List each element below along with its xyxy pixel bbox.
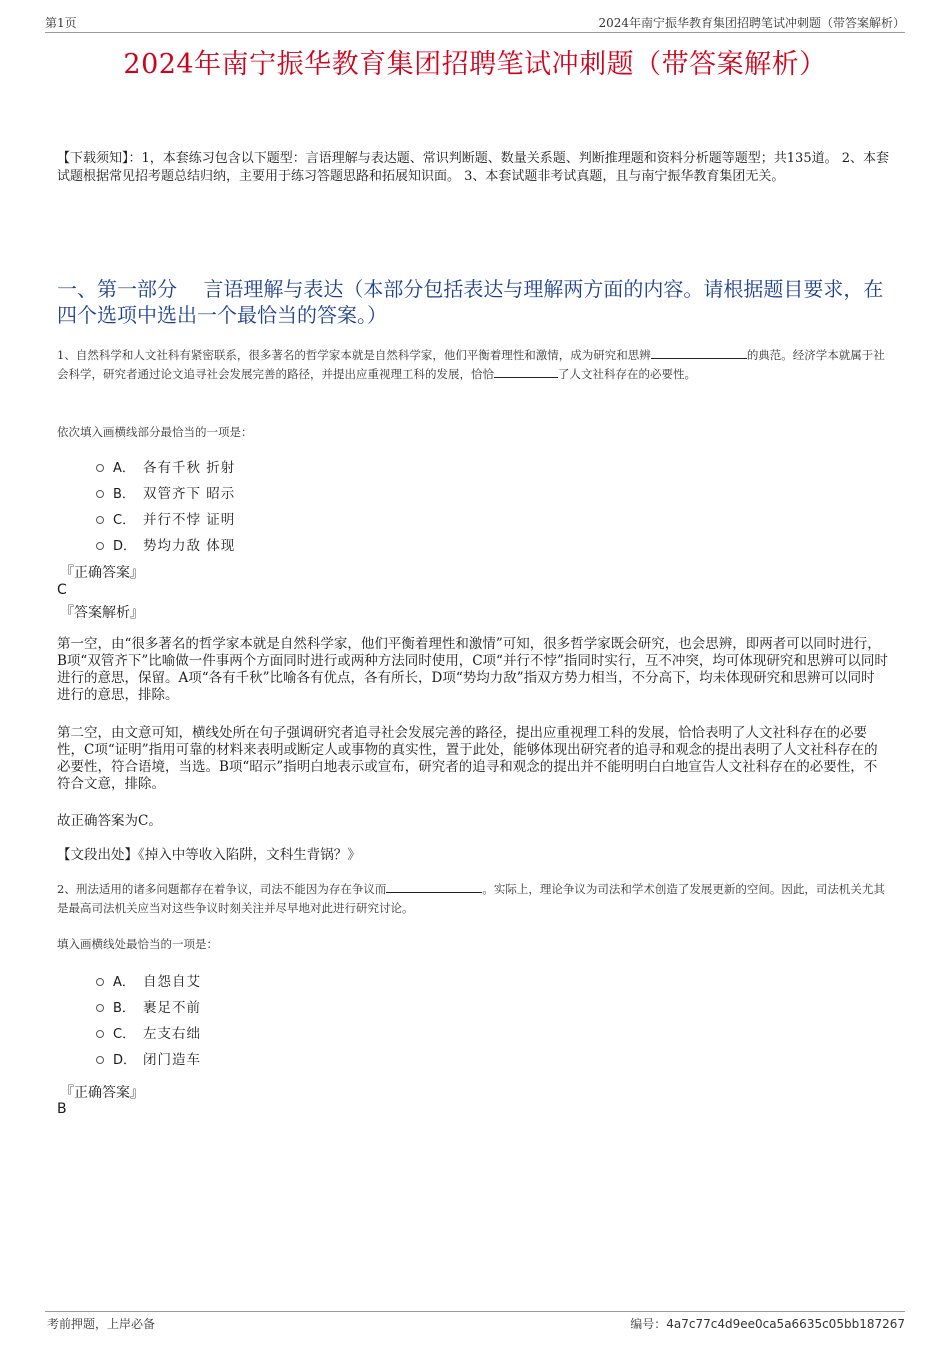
question-2-text: [57, 880, 895, 918]
analysis-paragraph-1: 第一空，由“很多著名的哲学家本就是自然科学家，他们平衡着理性和激情”可知，很多哲学家既会研究，也会思辨，即两者可以同时进行，B项“双管齐下”比喻做一件事两个方面同时进行或两种方法同时使用，C项“并行不悖”指同时实行，互不冲突，均可体现研究和思辨可以同时进行的意思，保留。A项“各有千秋”比喻各有优点，各有所长，D项“势均力敌”指双方势力相当，不分高下，均未体现研究和思辨可以同时进行的意思，排除。: [57, 636, 888, 703]
header-doc-title: 2024年南宁振华教育集团招聘笔试冲刺题（带答案解析）: [598, 16, 905, 30]
option-b[interactable]: B． 双管齐下 昭示: [96, 479, 235, 505]
radio-icon[interactable]: [96, 516, 104, 524]
option-c[interactable]: C． 左支右绌: [96, 1019, 201, 1045]
question-1-text: [57, 346, 895, 384]
fill-blank-1: [651, 346, 747, 359]
answer-value: B: [57, 1101, 67, 1117]
question-1-text-part-c: 了人文社科存在的必要性。: [558, 367, 696, 381]
radio-icon[interactable]: [96, 978, 104, 986]
question-2-text-part-b: 。实际上，理论争议为司法和学术创造了发展更新的空间。因此，司法机关尤其是最高司法机关应当对这些争议时刻关注并尽早地对此进行研究讨论。: [57, 882, 885, 915]
radio-icon[interactable]: [96, 464, 104, 472]
analysis-paragraph-2: 第二空，由文意可知，横线处所在句子强调研究者追寻社会发展完善的路径，提出应重视理工科的发展，恰恰表明了人文社科存在的必要性，C项“证明”指用可靠的材料来表明或断定人或事物的真实性，置于此处，能够体现出研究者的追寻和观念的提出表明了人文社科存在的必要性，符合语境，当选。B项“昭示”指明白地表示或宣布，研究者的追寻和观念的提出并不能明明白白地宣告人文社科存在的必要性，不符合文意，排除。: [57, 725, 878, 792]
page-header: [45, 14, 905, 33]
option-a[interactable]: A． 自怨自艾: [96, 967, 201, 993]
radio-icon[interactable]: [96, 1030, 104, 1038]
section-title: 一、第一部分 言语理解与表达（本部分包括表达与理解两方面的内容。请根据题目要求，在四个选项中选出一个最恰当的答案。）: [57, 277, 884, 327]
radio-icon[interactable]: [96, 1056, 104, 1064]
option-a[interactable]: A． 各有千秋 折射: [96, 453, 235, 479]
option-d[interactable]: D． 势均力敌 体现: [96, 531, 235, 557]
question-1-text-part-b: 的典范。经济学本就属于社会科学，研究者通过论文追寻社会发展完善的路径，并提出应重视理工科的发展，恰恰: [57, 348, 885, 381]
radio-icon[interactable]: [96, 490, 104, 498]
radio-icon[interactable]: [96, 542, 104, 550]
answer-value: C: [57, 582, 67, 598]
radio-icon[interactable]: [96, 1004, 104, 1012]
footer-slogan: 考前押题，上岸必备: [47, 1317, 156, 1331]
question-1-text-part-a: 1、自然科学和人文社科有紧密联系，很多著名的哲学家本就是自然科学家，他们平衡着理性和激情，成为研究和思辨: [57, 348, 651, 362]
answer-label: 『正确答案』: [60, 1085, 144, 1101]
document-code-value: 4a7c77c4d9ee0ca5a6635c05bb187267: [666, 1317, 905, 1331]
document-code: [630, 1315, 905, 1332]
analysis-label: 『答案解析』: [60, 605, 144, 621]
question-2-text-part-a: 2、刑法适用的诸多问题都存在着争议，司法不能因为存在争议而: [57, 882, 387, 896]
question-2-prompt: 填入画横线处最恰当的一项是：: [57, 937, 218, 951]
document-title: 2024年南宁振华教育集团招聘笔试冲刺题（带答案解析）: [123, 49, 827, 80]
question-1-prompt: 依次填入画横线部分最恰当的一项是：: [57, 425, 253, 439]
option-c[interactable]: C． 并行不悖 证明: [96, 505, 235, 531]
source-citation: 【文段出处】《掉入中等收入陷阱，文科生背锅？》: [57, 847, 361, 863]
question-1-options: [96, 453, 235, 557]
document-code-label: 编号：: [630, 1317, 667, 1331]
answer-label: 『正确答案』: [60, 565, 144, 581]
option-b[interactable]: B． 裹足不前: [96, 993, 201, 1019]
question-2-options: [96, 967, 201, 1071]
analysis-conclusion: 故正确答案为C。: [57, 813, 162, 829]
download-notice: 【下载须知】：1，本套练习包含以下题型：言语理解与表达题、常识判断题、数量关系题、判断推理题和资料分析题等题型；共135道。 2、本套试题根据常见招考题总结归纳，主要用于练习答题思路和拓展知识面。 3、本套试题非考试真题，且与南宁振华教育集团无关。: [57, 151, 889, 184]
page-number: 第1页: [45, 16, 77, 30]
fill-blank-1: [386, 880, 482, 893]
page-footer: [45, 1311, 905, 1331]
option-d[interactable]: D． 闭门造车: [96, 1045, 201, 1071]
fill-blank-2: [494, 365, 558, 378]
